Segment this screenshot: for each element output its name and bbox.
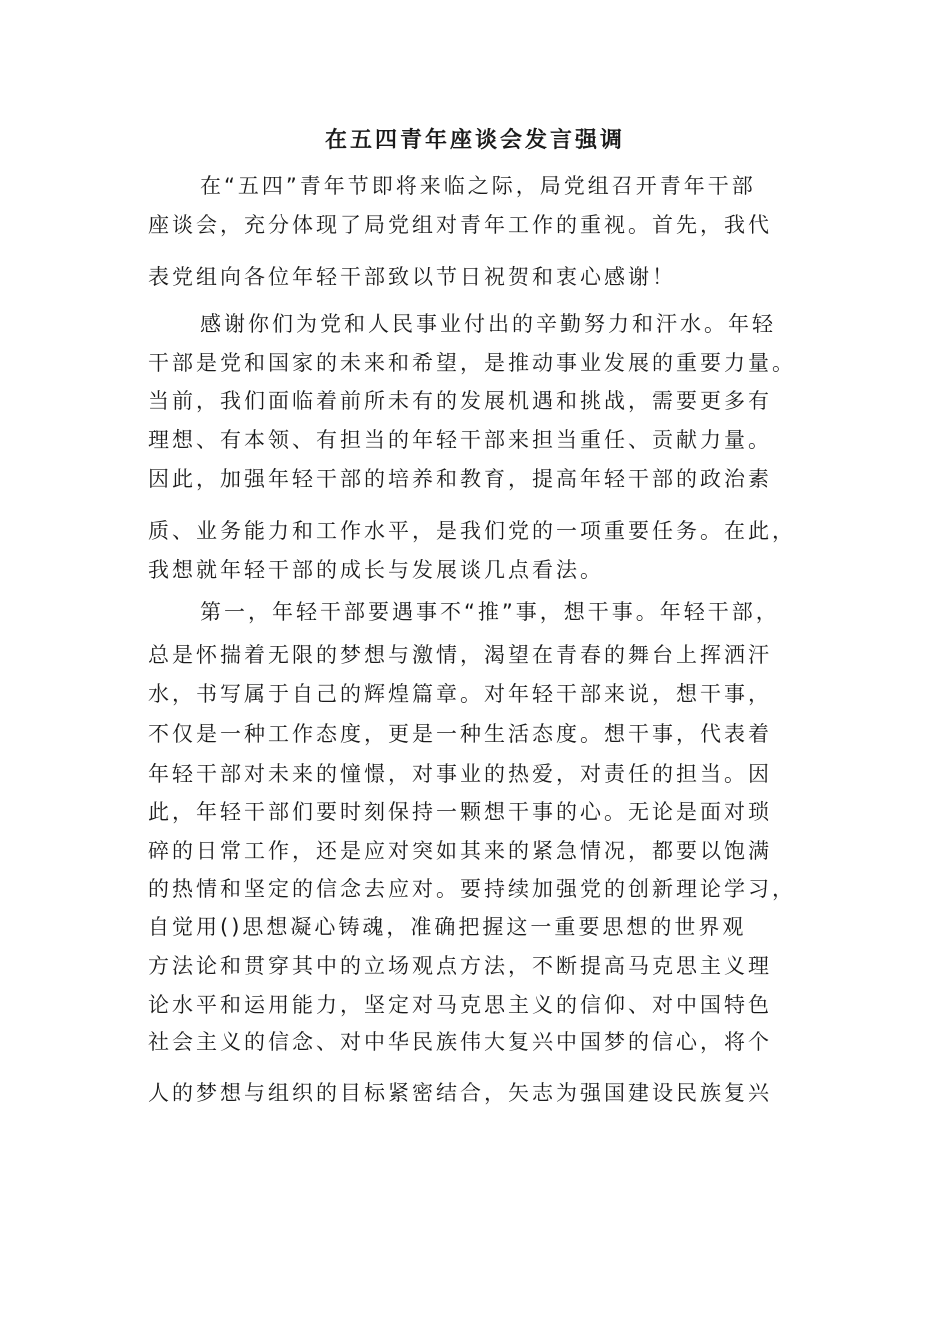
text-line: 我想就年轻干部的成长与发展谈几点看法。 <box>148 558 604 582</box>
text-line: 干部是党和国家的未来和希望，是推动事业发展的重要力量。 <box>148 351 796 375</box>
text-line: 质、业务能力和工作水平，是我们党的一项重要任务。在此， <box>148 519 796 543</box>
text-line: 座谈会，充分体现了局党组对青年工作的重视。首先，我代 <box>148 213 772 237</box>
document-title: 在五四青年座谈会发言强调 <box>324 128 625 153</box>
text-line: 理想、有本领、有担当的年轻干部来担当重任、贡献力量。 <box>148 428 772 452</box>
text-line: 水，书写属于自己的辉煌篇章。对年轻干部来说，想干事， <box>148 682 772 706</box>
text-line: 社会主义的信念、对中华民族伟大复兴中国梦的信心，将个 <box>148 1030 772 1054</box>
text-line: 的热情和坚定的信念去应对。要持续加强党的创新理论学习， <box>148 877 796 901</box>
text-line: 碎的日常工作，还是应对突如其来的紧急情况，都要以饱满 <box>148 839 772 863</box>
text-line: 人的梦想与组织的目标紧密结合，矢志为强国建设民族复兴 <box>148 1081 772 1105</box>
text-line: 第一，年轻干部要遇事不“推”事，想干事。年轻干部， <box>200 600 780 624</box>
text-line: 总是怀揣着无限的梦想与激情，渴望在青春的舞台上挥洒汗 <box>148 643 772 667</box>
text-line: 此，年轻干部们要时刻保持一颗想干事的心。无论是面对琐 <box>148 800 772 824</box>
text-line: 当前，我们面临着前所未有的发展机遇和挑战，需要更多有 <box>148 389 772 413</box>
text-line: 表党组向各位年轻干部致以节日祝贺和衷心感谢！ <box>148 265 676 289</box>
text-line: 感谢你们为党和人民事业付出的辛勤努力和汗水。年轻 <box>200 312 776 336</box>
text-line: 自觉用()思想凝心铸魂，准确把握这一重要思想的世界观 <box>148 915 747 939</box>
text-line: 因此，加强年轻干部的培养和教育，提高年轻干部的政治素 <box>148 467 772 491</box>
text-line: 年轻干部对未来的憧憬，对事业的热爱，对责任的担当。因 <box>148 762 772 786</box>
text-line: 不仅是一种工作态度，更是一种生活态度。想干事，代表着 <box>148 722 772 746</box>
text-line: 在“五四”青年节即将来临之际，局党组召开青年干部 <box>200 174 756 198</box>
text-line: 论水平和运用能力，坚定对马克思主义的信仰、对中国特色 <box>148 993 772 1017</box>
text-line: 方法论和贯穿其中的立场观点方法，不断提高马克思主义理 <box>148 954 772 978</box>
